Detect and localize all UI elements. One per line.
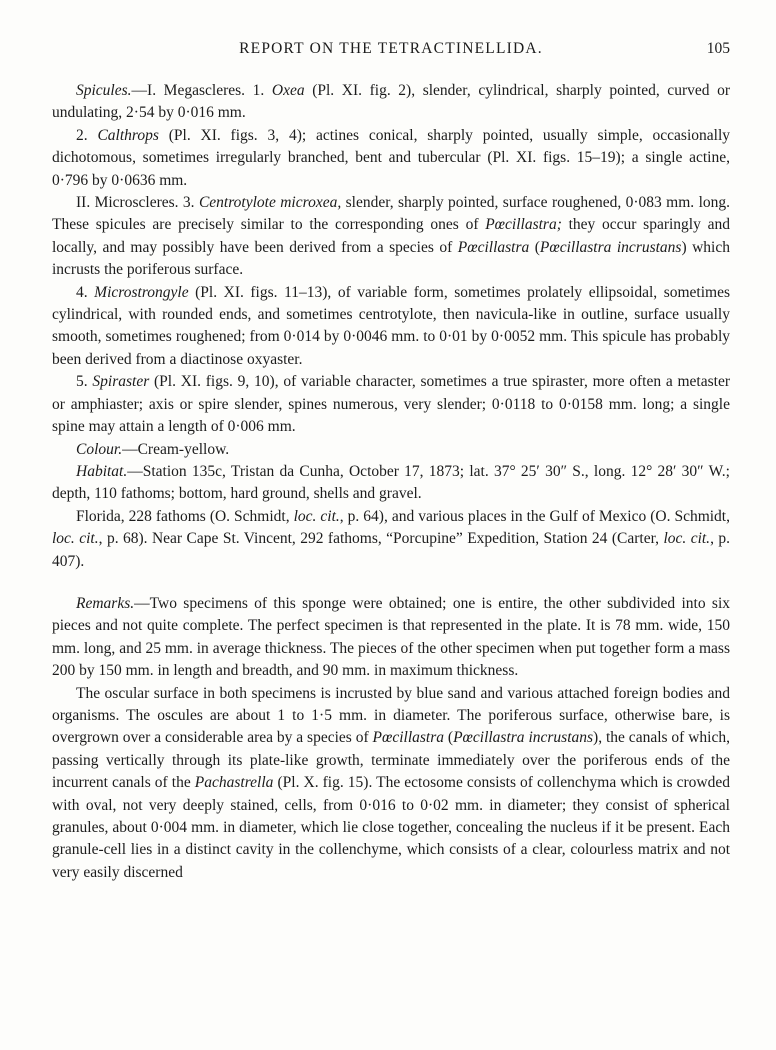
paragraph-oscular-surface: [52, 683, 730, 885]
italic-run: Pœcillastra: [372, 729, 445, 747]
text-run: —Station 135c, Tristan da Cunha, October 17, 1873; lat. 37° 25′ 30″ S., long. 12° 28′ 30″ W.; depth, 110 fathoms; bottom, hard ground, shells and gravel.: [52, 462, 730, 503]
italic-run: Oxea: [271, 82, 305, 99]
italic-run: Spiraster: [92, 373, 150, 391]
text-run: 2.: [76, 126, 98, 144]
italic-run: Spicules.: [76, 82, 132, 99]
italic-run: Pœcillastra incrustans: [539, 238, 682, 256]
italic-run: loc. cit.: [663, 530, 711, 548]
text-run: slender, sharply pointed, surface roughened, 0·083 mm. long. These spicules are precisely similar to the corresponding ones of: [52, 194, 730, 234]
text-run: The oscular surface in both specimens is incrusted by blue sand and various attached foreign bodies and organisms. The oscules are about 1 to 1·5 mm. in diameter. The poriferous surface, otherwise bare, is overgrown over a considerable area by a species of: [52, 684, 730, 747]
paragraph-calthrops: [52, 125, 730, 192]
italic-run: Pœcillastra: [457, 238, 530, 256]
text-run: (Pl. XI. figs. 9, 10), of variable character, sometimes a true spiraster, more often a metaster or amphiaster; axis or spire slender, spines numerous, very slender; 0·0118 to 0·0158 mm. long; a single spine may attain a length of 0·006 mm.: [52, 373, 730, 436]
text-run: they occur sparingly and locally, and may possibly have been derived from a species of: [52, 216, 730, 256]
running-header: [52, 40, 730, 64]
text-run: (: [529, 238, 540, 256]
text-run: 4.: [76, 283, 95, 301]
body-text: [52, 80, 730, 884]
text-run: —Cream-yellow.: [122, 440, 230, 458]
italic-run: Pœcillastra;: [485, 216, 562, 234]
italic-run: loc. cit.: [52, 530, 99, 548]
text-run: II. Microscleres. 3.: [76, 194, 199, 212]
text-run: —I. Megascleres. 1.: [131, 82, 272, 99]
italic-run: Habitat.: [76, 462, 128, 480]
text-run: , p. 64), and various places in the Gulf of Mexico (O. Schmidt,: [339, 507, 730, 525]
page-number: 105: [706, 40, 730, 57]
text-run: Florida, 228 fathoms (O. Schmidt,: [76, 507, 294, 525]
paragraph-colour: [52, 439, 730, 461]
paragraph-spicules: [52, 80, 730, 125]
text-run: 5.: [76, 373, 93, 391]
text-run: (Pl. XI. fig. 2), slender, cylindrical, sharply pointed, curved or undulating, 2·54 by 0·016 mm.: [52, 82, 731, 122]
italic-run: Pœcillastra incrustans: [453, 729, 594, 747]
paragraph-habitat: [52, 461, 730, 506]
italic-run: Microstrongyle: [94, 283, 189, 301]
paragraph-spiraster: [52, 371, 730, 438]
italic-run: Calthrops: [97, 126, 159, 144]
italic-run: Pachastrella: [194, 774, 274, 792]
text-run: , p. 407).: [52, 530, 731, 570]
running-title: REPORT ON THE TETRACTINELLIDA.: [239, 40, 543, 57]
paragraph-remarks: [52, 593, 730, 683]
text-run: —Two specimens of this sponge were obtained; one is entire, the other subdivided into six pieces and not quite complete. The perfect specimen is that represented in the plate. It is 78 mm. wide, 150 mm. long, and 25 mm. in average thickness. The pieces of the other specimen when put together form a mass 200 by 150 mm. in length and breadth, and 90 mm. in maximum thickness.: [52, 594, 730, 680]
paragraph-microscleres: [52, 192, 730, 282]
text-run: (Pl. X. fig. 15). The ectosome consists of collenchyma which is crowded with oval, not very deeply stained, cells, from 0·016 to 0·02 mm. in diameter; they consist of spherical granules, about 0·004 mm. in diameter, which lie close together, concealing the nucleus if it be present. Each granule-cell lies in a distinct cavity in the collenchyme, which consists of a clear, colourless matrix and not very easily discerned: [52, 774, 730, 881]
text-run: ) which incrusts the poriferous surface.: [52, 238, 730, 279]
text-run: ), the canals of which, passing vertically through its plate-like growth, terminate immediately over the poriferous ends of the incurrent canals of the: [52, 729, 730, 792]
text-run: (Pl. XI. figs. 11–13), of variable form, sometimes prolately ellipsoidal, sometimes cylindrical, with rounded ends, and sometimes centrotylote, then navicula-like in outline, surface usually smooth, sometimes roughened; from 0·014 by 0·0046 mm. to 0·01 by 0·0052 mm. This spicule has probably been derived from a diactinose oxyaster.: [52, 283, 731, 368]
italic-run: Centrotylote microxea,: [198, 194, 342, 212]
italic-run: Remarks.: [76, 594, 135, 612]
text-run: (: [444, 729, 454, 747]
text-run: , p. 68). Near Cape St. Vincent, 292 fathoms, “Porcupine” Expedition, Station 24 (Carter,: [98, 530, 664, 548]
italic-run: Colour.: [76, 440, 123, 458]
text-run: (Pl. XI. figs. 3, 4); actines conical, sharply pointed, usually simple, occasionally dichotomous, sometimes irregularly branched, bent and tubercular (Pl. XI. figs. 15–19); a single actine, 0·796 by 0·0636 mm.: [52, 126, 730, 189]
paragraph-localities: [52, 506, 730, 573]
italic-run: loc. cit.: [293, 507, 340, 525]
paragraph-microstrongyle: [52, 282, 730, 372]
